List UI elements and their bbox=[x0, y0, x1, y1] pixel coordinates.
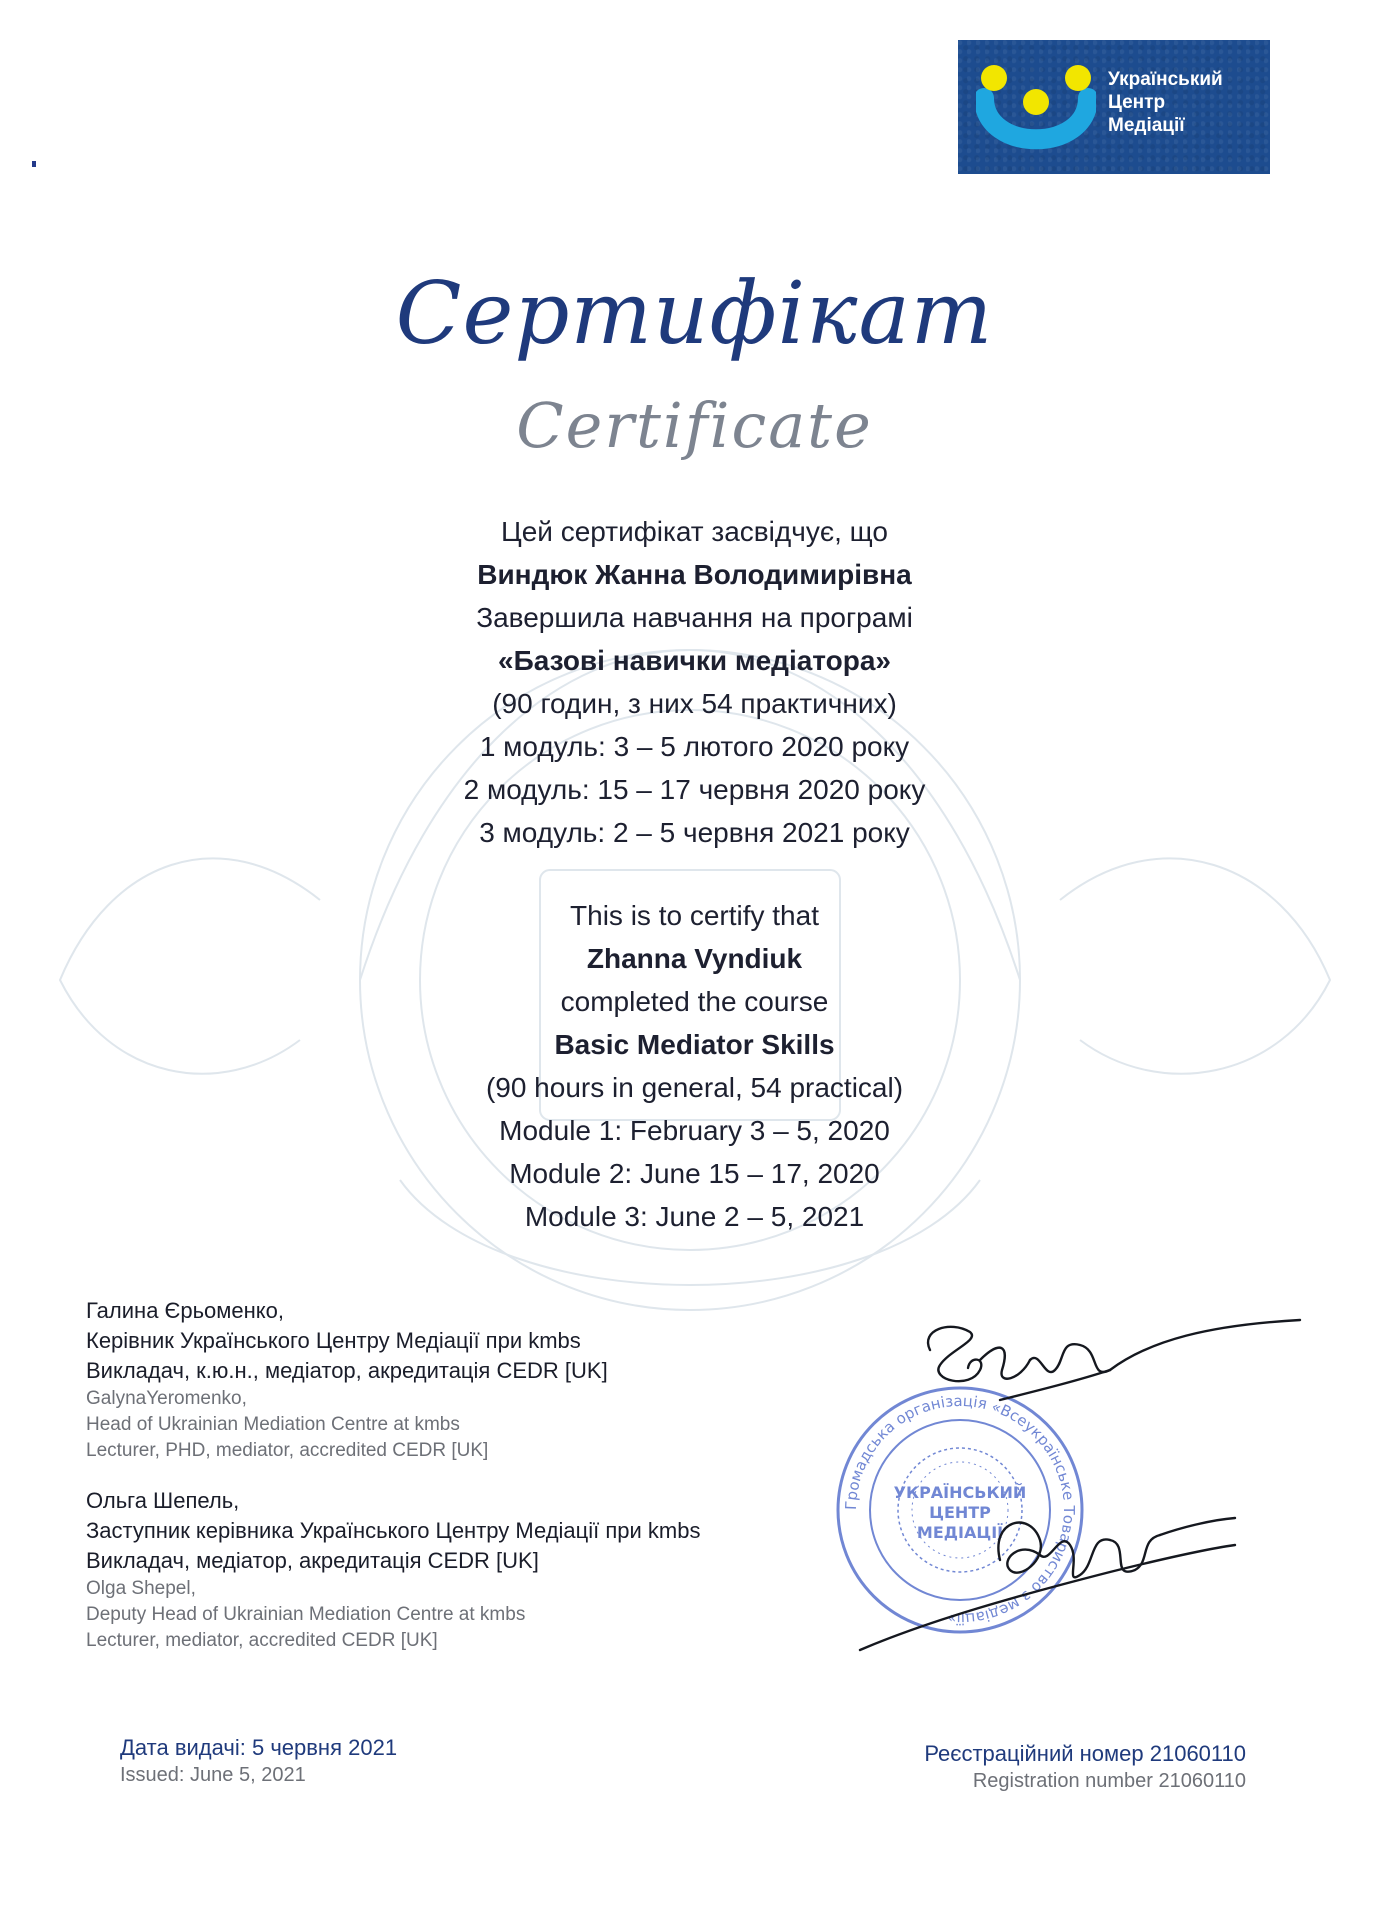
intro-ua: Цей сертифікат засвідчує, що bbox=[501, 516, 888, 547]
signer-1 bbox=[86, 1296, 701, 1464]
signer-1-name-en: GalynaYeromenko, bbox=[86, 1388, 247, 1409]
scan-artifact bbox=[32, 161, 36, 167]
completed-ua: Завершила навчання на програмі bbox=[476, 602, 913, 633]
seal-center-line-2: ЦЕНТР bbox=[929, 1503, 991, 1522]
signers-section bbox=[86, 1296, 701, 1676]
signer-2-name-ua: Ольга Шепель, bbox=[86, 1488, 240, 1513]
issue-date-en: Issued: June 5, 2021 bbox=[120, 1764, 306, 1786]
signature-1 bbox=[910, 1310, 1310, 1430]
seal-ring-text: Громадська організація «Всеукраїнське Товариство з медіації» bbox=[841, 1391, 1079, 1629]
module-1-en: Module 1: February 3 – 5, 2020 bbox=[499, 1115, 890, 1146]
module-2-en: Module 2: June 15 – 17, 2020 bbox=[509, 1158, 880, 1189]
signer-2-credentials-ua: Викладач, медіатор, акредитація CEDR [UK] bbox=[86, 1548, 539, 1573]
issue-date bbox=[120, 1734, 397, 1788]
signer-1-name-ua: Галина Єрьоменко, bbox=[86, 1298, 285, 1323]
logo-mark-icon bbox=[976, 58, 1096, 158]
signer-1-credentials-en: Lecturer, PHD, mediator, accredited CEDR [UK] bbox=[86, 1440, 489, 1461]
signer-2-name-en: Olga Shepel, bbox=[86, 1578, 196, 1599]
module-1-ua: 1 модуль: 3 – 5 лютого 2020 року bbox=[479, 731, 910, 762]
issue-date-ua: Дата видачі: 5 червня 2021 bbox=[120, 1735, 398, 1760]
ukrainian-mediation-centre-logo bbox=[958, 40, 1270, 174]
signer-2-position-en: Deputy Head of Ukrainian Mediation Centre at kmbs bbox=[86, 1604, 526, 1625]
hours-en: (90 hours in general, 54 practical) bbox=[485, 1072, 904, 1103]
signer-2 bbox=[86, 1486, 701, 1654]
recipient-name-en: Zhanna Vyndiuk bbox=[586, 943, 803, 974]
signer-1-position-ua: Керівник Українського Центру Медіації при kmbs bbox=[86, 1328, 581, 1353]
completed-en: completed the course bbox=[560, 986, 829, 1017]
signer-1-position-en: Head of Ukrainian Mediation Centre at kmbs bbox=[86, 1414, 460, 1435]
logo-line-3: Медіації bbox=[1108, 115, 1185, 136]
seal-center-line-3: МЕДІАЦІЇ bbox=[916, 1523, 1004, 1542]
logo-line-1: Український bbox=[1108, 69, 1223, 90]
certification-text-ua bbox=[0, 510, 1389, 854]
hours-ua: (90 годин, з них 54 практичних) bbox=[492, 688, 897, 719]
module-3-ua: 3 модуль: 2 – 5 червня 2021 року bbox=[479, 817, 910, 848]
seal-center-line-1: УКРАЇНСЬКИЙ bbox=[893, 1483, 1027, 1502]
signature-2 bbox=[850, 1500, 1240, 1670]
program-name-ua: «Базові навички медіатора» bbox=[498, 645, 891, 676]
certificate-title-ua: Сертифікат bbox=[395, 264, 994, 364]
signer-1-credentials-ua: Викладач, к.ю.н., медіатор, акредитація CEDR [UK] bbox=[86, 1358, 608, 1383]
recipient-name-ua: Виндюк Жанна Володимирівна bbox=[477, 559, 912, 590]
logo-text bbox=[1108, 68, 1223, 137]
module-2-ua: 2 модуль: 15 – 17 червня 2020 року bbox=[463, 774, 926, 805]
signer-2-credentials-en: Lecturer, mediator, accredited CEDR [UK] bbox=[86, 1630, 438, 1651]
signer-2-position-ua: Заступник керівника Українського Центру Медіації при kmbs bbox=[86, 1518, 701, 1543]
registration-number bbox=[924, 1740, 1246, 1794]
registration-number-ua: Реєстраційний номер 21060110 bbox=[924, 1741, 1246, 1766]
certification-text-en bbox=[0, 894, 1389, 1238]
intro-en: This is to certify that bbox=[570, 900, 819, 931]
program-name-en: Basic Mediator Skills bbox=[554, 1029, 835, 1060]
logo-line-2: Центр bbox=[1108, 92, 1166, 113]
registration-number-en: Registration number 21060110 bbox=[972, 1770, 1246, 1792]
certificate-title-en: Certificate bbox=[516, 389, 873, 462]
module-3-en: Module 3: June 2 – 5, 2021 bbox=[524, 1201, 865, 1232]
